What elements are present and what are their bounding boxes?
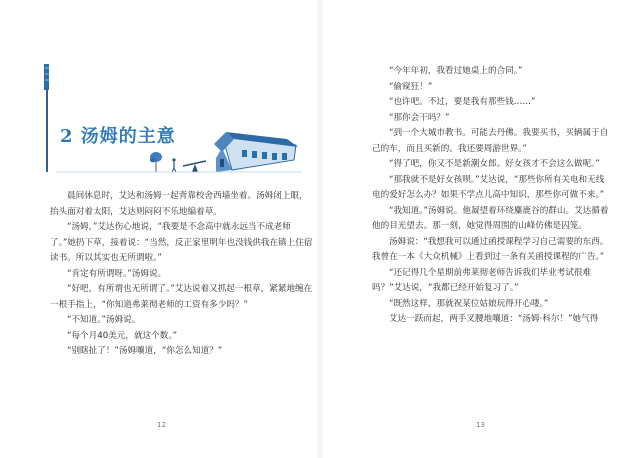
- paragraph: “不知道。”汤姆说。: [67, 315, 141, 325]
- page-number-left: 12: [157, 421, 166, 429]
- paragraph: “我知道。”汤姆说。他凝望着环绕麋鹿谷的群山。艾达循着他的目光望去。那一刻，她觉得周围的山峰仿佛是囚笼。: [372, 205, 609, 231]
- paragraph: “得了吧，你又不是新潮女郎。好女孩才不会这么做呢。”: [389, 159, 600, 169]
- paragraph: 艾达一跃而起，两手叉腰地嚷道：“汤姆·科尔！”她气得: [389, 314, 599, 324]
- left-page-body: [50, 189, 314, 360]
- paragraph: “肯定有所谓呀。”汤姆说。: [67, 268, 167, 279]
- schoolhouse: [214, 132, 298, 172]
- person-figure: [172, 158, 176, 172]
- paragraph: 晨间休息时，艾达和汤姆一起背靠校舍西墙坐着。汤姆闭上眼，抬头面对着太阳，艾达则闷闷不乐地编着草。: [50, 191, 308, 217]
- paragraph: “既然这样，那就祝某位姑娘玩得开心喽。”: [389, 298, 549, 309]
- tree-icon: [150, 152, 162, 172]
- seesaw: [183, 161, 206, 172]
- paragraph: “每个月40美元，就这个数。”: [67, 330, 178, 341]
- book-gutter: [318, 0, 322, 458]
- paragraph: “也许吧。不过，要是我有那些钱……”: [389, 97, 536, 107]
- flagpole: [44, 64, 49, 172]
- paragraph: “还记得几个星期前弗莱彻老师告诉我们毕业考试很难吗？”艾达说，“我都已经开始复习了。”: [372, 267, 592, 293]
- paragraph: “汤姆，”艾达伤心地说，“我要是不念高中就永远当不成老师了。”她扔下草，接着说：“当然，反正家里明年也没钱供我在镇上住宿读书。所以其实也无所谓啦。”: [50, 222, 313, 263]
- paragraph: “别瞎扯了！”汤姆嚷道，“你怎么知道？”: [67, 346, 223, 356]
- paragraph: “那我就不是好女孩呗。”艾达说，“那些你所有关电和无线电的爱好怎么办？如果不学点儿高中知识，那些你可做不来。”: [372, 174, 605, 200]
- paragraph: “偷窥狂！”: [389, 81, 433, 92]
- paragraph: “到一个大城市教书。可能去丹佛。我要买书，买辆属于自己的车，而且买新的。我还要周游世界。”: [372, 128, 609, 154]
- paragraph: “好吧，有所谓也无所谓了。”艾达说着又抓起一根草，紧紧地缠在一根手指上，“你知道弗莱彻老师的工资有多少吗？”: [50, 284, 313, 310]
- paragraph: “那你会干吗？”: [389, 112, 450, 123]
- right-page-body: [372, 64, 612, 328]
- paragraph: “今年年初，我看过她桌上的合同。”: [389, 66, 523, 76]
- paragraph: 汤姆说：“我想我可以通过函授课程学习自己需要的东西。我曾在一本《大众机械》上看到过一条有关函授课程的广告。”: [372, 236, 609, 262]
- chapter-illustration: [0, 0, 318, 175]
- chapter-title: 2 汤姆的主意: [60, 126, 176, 147]
- page-number-right: 13: [476, 421, 485, 429]
